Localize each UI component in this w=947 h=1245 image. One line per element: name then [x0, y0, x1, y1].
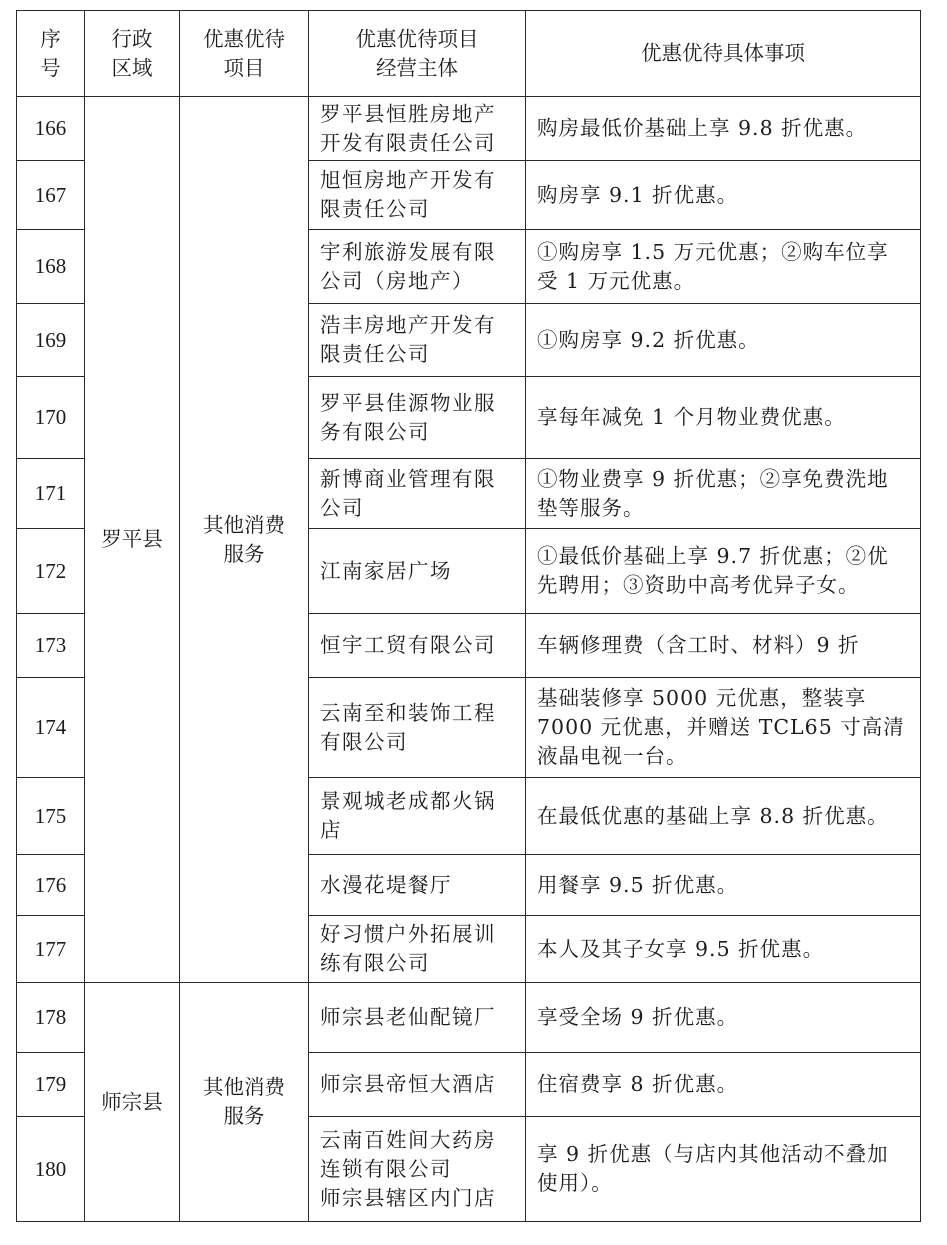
text-line: 有限公司	[320, 729, 408, 754]
details-cell	[526, 97, 921, 161]
text-line: 购房最低价基础上享 9.8 折优惠。	[537, 116, 868, 140]
details-cell	[526, 459, 921, 529]
entity-cell	[309, 916, 526, 983]
entity-cell	[309, 529, 526, 614]
region-cell: 师宗县	[85, 983, 180, 1222]
text-line: 享 9 折优惠（与店内其他活动不叠加	[537, 1142, 889, 1166]
details-cell	[526, 304, 921, 377]
entity-cell	[309, 377, 526, 459]
text-line: 练有限公司	[320, 951, 430, 975]
text-line: 本人及其子女享 9.5 折优惠。	[537, 936, 825, 961]
entity-cell	[309, 161, 526, 230]
details-cell	[526, 678, 921, 778]
text-line: ①购房享 1.5 万元优惠；②购车位享	[537, 239, 889, 264]
text-line: 江南家居广场	[320, 558, 452, 583]
header-no-line: 序	[40, 26, 61, 51]
entity-cell	[309, 778, 526, 855]
entity-cell	[309, 304, 526, 377]
text-line: 用餐享 9.5 折优惠。	[537, 872, 739, 897]
details-cell	[526, 377, 921, 459]
row-number: 167	[17, 161, 85, 230]
header-entity-line: 经营主体	[376, 55, 458, 80]
table-row	[17, 97, 921, 161]
text-line: 浩丰房地产开发有	[320, 313, 496, 337]
text-line: 务有限公司	[320, 419, 430, 444]
discount-table	[16, 10, 921, 1222]
text-line: 先聘用；③资助中高考优异子女。	[537, 573, 860, 597]
row-number: 172	[17, 529, 85, 614]
details-cell	[526, 983, 921, 1053]
text-line: 恒宇工贸有限公司	[320, 633, 496, 657]
text-line: 享受全场 9 折优惠。	[537, 1005, 739, 1029]
header-category-line: 优惠优待	[203, 26, 285, 51]
table-body	[17, 97, 921, 1222]
text-line: 连锁有限公司	[320, 1156, 452, 1181]
text-line: 师宗县老仙配镜厂	[320, 1005, 496, 1029]
header-entity	[309, 11, 526, 97]
header-region-line: 区域	[111, 55, 153, 80]
text-line: 公司（房地产）	[320, 268, 474, 293]
text-line: 开发有限责任公司	[320, 130, 496, 155]
row-number: 178	[17, 983, 85, 1053]
text-line: 云南至和装饰工程	[320, 700, 496, 725]
text-line: 垫等服务。	[537, 495, 645, 520]
text-line: ①物业费享 9 折优惠；②享免费洗地	[537, 466, 889, 491]
text-line: 购房享 9.1 折优惠。	[537, 182, 739, 207]
row-number: 176	[17, 855, 85, 916]
text-line: 服务	[223, 1104, 265, 1128]
text-line: 基础装修享 5000 元优惠，整装享	[537, 686, 867, 710]
text-line: 宇利旅游发展有限	[320, 239, 496, 264]
text-line: 师宗县帝恒大酒店	[320, 1072, 496, 1096]
details-cell	[526, 614, 921, 678]
row-number: 166	[17, 97, 85, 161]
table-row	[17, 983, 921, 1053]
details-cell	[526, 1053, 921, 1117]
text-line: 景观城老成都火锅	[320, 789, 496, 813]
category-cell	[180, 983, 309, 1222]
text-line: 住宿费享 8 折优惠。	[537, 1072, 739, 1096]
text-line: 7000 元优惠，并赠送 TCL65 寸高清	[537, 715, 905, 739]
entity-cell	[309, 1117, 526, 1222]
entity-cell	[309, 1053, 526, 1117]
row-number: 179	[17, 1053, 85, 1117]
entity-cell	[309, 97, 526, 161]
text-line: ①购房享 9.2 折优惠。	[537, 327, 760, 352]
details-cell	[526, 529, 921, 614]
details-cell	[526, 916, 921, 983]
region-cell: 罗平县	[85, 97, 180, 983]
row-number: 177	[17, 916, 85, 983]
text-line: 旭恒房地产开发有	[320, 168, 496, 192]
entity-cell	[309, 459, 526, 529]
text-line: 车辆修理费（含工时、材料）9 折	[537, 633, 860, 657]
header-no	[17, 11, 85, 97]
header-region	[85, 11, 180, 97]
header-category	[180, 11, 309, 97]
document-page	[16, 10, 921, 1222]
text-line: 新博商业管理有限	[320, 466, 496, 491]
text-line: 液晶电视一台。	[537, 744, 688, 768]
category-cell	[180, 97, 309, 983]
entity-cell	[309, 678, 526, 778]
text-line: 师宗县辖区内门店	[320, 1185, 496, 1210]
details-cell	[526, 778, 921, 855]
header-details: 优惠优待具体事项	[526, 11, 921, 97]
row-number: 170	[17, 377, 85, 459]
row-number: 169	[17, 304, 85, 377]
text-line: 罗平县佳源物业服	[320, 390, 496, 415]
text-line: 享每年减免 1 个月物业费优惠。	[537, 405, 846, 429]
text-line: 水漫花堤餐厅	[320, 872, 452, 897]
entity-cell	[309, 614, 526, 678]
row-number: 168	[17, 230, 85, 304]
row-number: 171	[17, 459, 85, 529]
text-line: 限责任公司	[320, 342, 430, 366]
header-region-line: 行政	[111, 26, 153, 51]
entity-cell	[309, 983, 526, 1053]
text-line: 云南百姓间大药房	[320, 1127, 496, 1152]
details-cell	[526, 1117, 921, 1222]
entity-cell	[309, 855, 526, 916]
text-line: 公司	[320, 495, 364, 520]
entity-cell	[309, 230, 526, 304]
text-line: ①最低价基础上享 9.7 折优惠；②优	[537, 544, 889, 568]
text-line: 在最低优惠的基础上享 8.8 折优惠。	[537, 803, 889, 828]
text-line: 罗平县恒胜房地产	[320, 101, 496, 126]
text-line: 服务	[223, 541, 265, 566]
header-entity-line: 优惠优待项目	[355, 26, 479, 51]
details-cell	[526, 230, 921, 304]
header-row	[17, 11, 921, 97]
details-cell	[526, 161, 921, 230]
text-line: 限责任公司	[320, 197, 430, 221]
text-line: 受 1 万元优惠。	[537, 268, 696, 293]
text-line: 其他消费	[203, 1075, 285, 1099]
text-line: 好习惯户外拓展训	[320, 922, 496, 946]
row-number: 180	[17, 1117, 85, 1222]
row-number: 174	[17, 678, 85, 778]
text-line: 其他消费	[203, 512, 285, 537]
header-category-line: 项目	[223, 55, 265, 80]
header-no-line: 号	[40, 55, 61, 80]
row-number: 175	[17, 778, 85, 855]
text-line: 店	[320, 818, 342, 842]
row-number: 173	[17, 614, 85, 678]
text-line: 使用）。	[537, 1171, 613, 1195]
details-cell	[526, 855, 921, 916]
